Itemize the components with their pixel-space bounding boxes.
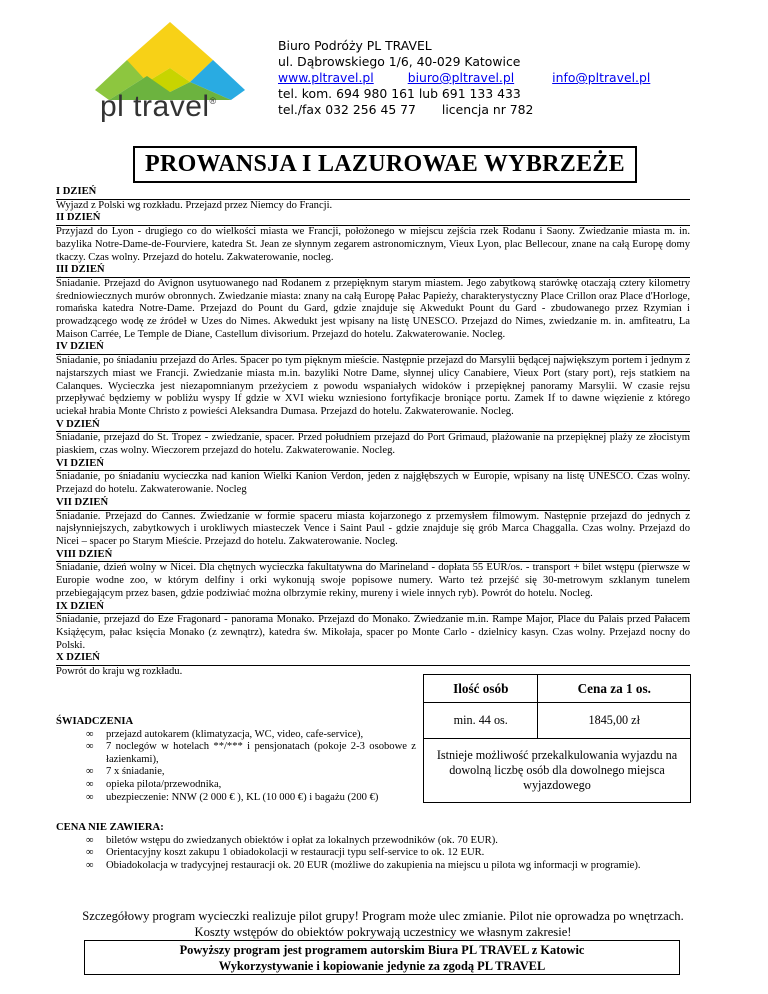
day-section	[56, 497, 690, 549]
day-section	[56, 212, 690, 264]
day-section	[56, 419, 690, 458]
day-section	[56, 264, 690, 341]
day-section	[56, 186, 690, 212]
day-text: Śniadanie. Przejazd do Avignon usytuowanego nad Rodanem z przepięknym starym miastem. Jego zabytkową starówkę otaczają cztery kilometry średniowiecznych murów obronnych. Zwiedzanie miasta: znany na całą Europę Pałac Papieży, charakterystyczny Place Crillon oraz Place d'Horloge, romańska katedra Notre-Dame. Przejazd do Pount du Gard, gdzie znajduje się Akwedukt Pount du Gard - zbudowanego przez Rzymian i prowadzącego wodę ze źródeł w Uzes do Nimes. Akwedukt jest wpisany na listę UNESCO. Przejazd do Nimes, zwiedzanie m. in. amfiteatru, La Maison Carrée, Le Temple de Diane, Castellum divisorium. Przejazd do hotelu. Zakwaterowanie. Nocleg.	[56, 277, 690, 340]
services-section	[56, 716, 416, 804]
list-item: ∞ przejazd autokarem (klimatyzacja, WC, video, cafe-service),	[86, 728, 364, 740]
day-text: Śniadanie. Przejazd do Cannes. Zwiedzanie w formie spaceru miasta kojarzonego z przemysłem filmowym. Następnie przejazd do jednych z najsłynniejszych, zabytkowych i urokliwych miasteczek Vence i Saint Paul - gdzie znajduje się grób Marca Chaggalla. Czas wolny. Przejazd do Nicei – spacer po Starym Mieście. Przejazd do hotelu. Zakwaterowanie. Nocleg.	[56, 510, 690, 547]
page-title: PROWANSJA I LAZUROWAE WYBRZEŻE	[145, 151, 625, 177]
disclaimer-line-2: Koszty wstępów do obiektów pokrywają uczestnicy we własnym zakresie!	[194, 925, 572, 939]
disclaimer-line-1: Szczegółowy program wycieczki realizuje pilot grupy! Program może ulec zmianie. Pilot nie oprowadza po wnętrzach.	[82, 909, 684, 923]
phone-numbers: tel. kom. 694 980 161 lub 691 133 433	[278, 86, 521, 101]
excluded-section	[56, 822, 690, 872]
copyright-box	[84, 940, 680, 975]
bullet-icon: ∞	[86, 791, 94, 803]
day-text: Przyjazd do Lyon - drugiego co do wielkości miasta we Francji, położonego w miejscu zejścia rzek Rodanu i Saony. Zwiedzanie miasta m. in. bazylika Notre-Dame-de-Fourviere, katedra St. Jean ze słynnym zegarem astronomicznym, Vieux Lyon, plac Bellecour, znane na całą Europę domy tkaczy. Czas wolny. Przejazd do hotelu. Zakwaterowanie, nocleg.	[56, 226, 690, 263]
fax-number: tel./fax 032 256 45 77	[278, 102, 416, 117]
day-title: VII DZIEŃ	[56, 497, 690, 511]
website-link[interactable]: www.pltravel.pl	[278, 70, 374, 85]
day-text: Śniadanie, przejazd do Eze Fragonard - panorama Monako. Przejazd do Monako. Zwiedzanie m.in. Rampe Major, Place du Palais przed Pałacem Książęcym, pałac księcia Monako (z zewnątrz), katedra św. Mikołaja, spacer po Monte Carlo - dzielnicy kasyn. Czas wolny. Przejazd nocny do Polski.	[56, 614, 690, 651]
day-section	[56, 601, 690, 653]
services-heading: ŚWIADCZENIA	[56, 716, 134, 727]
title-box	[133, 146, 637, 183]
page-header	[0, 0, 768, 140]
people-count: min. 44 os.	[424, 703, 538, 739]
bullet-icon: ∞	[86, 847, 94, 859]
day-title: V DZIEŃ	[56, 419, 690, 433]
logo-wordmark: pl travel®	[100, 90, 217, 123]
list-item: ∞ Orientacyjny koszt zakupu 1 obiadokolacji w restauracji typu self-service to ok. 12 EUR.	[86, 847, 485, 859]
copyright-line-2: Wykorzystywanie i kopiowanie jedynie za zgodą PL TRAVEL	[218, 959, 546, 973]
day-title: I DZIEŃ	[56, 186, 690, 200]
web-contacts	[278, 70, 650, 86]
day-title: IX DZIEŃ	[56, 601, 690, 615]
price-header: Cena za 1 os.	[538, 675, 691, 703]
day-title: X DZIEŃ	[56, 652, 690, 666]
table-header-row	[424, 675, 691, 703]
price-table	[423, 674, 691, 803]
table-note-row	[424, 739, 691, 803]
day-section	[56, 458, 690, 497]
email-biuro-link[interactable]: biuro@pltravel.pl	[407, 70, 515, 85]
day-section	[56, 341, 690, 418]
email-info-link[interactable]: info@pltravel.pl	[552, 70, 651, 85]
day-title: IV DZIEŃ	[56, 341, 690, 355]
day-title: VI DZIEŃ	[56, 458, 690, 472]
table-row	[424, 703, 691, 739]
day-section	[56, 549, 690, 601]
day-text: Śniadanie, po śniadaniu przejazd do Arles. Spacer po tym pięknym mieście. Następnie przejazd do Marsylii będącej największym portem i jednym z najstarszych miast we Francji. Zwiedzanie miasta m.in. bazyliki Notre Dame, słynnej ulicy Canabiere, Vieux Port (stary port), rejs statkiem na Calanques. Wycieczka jest niezapomnianym przeżyciem z powodu wspaniałych widoków i przepięknej panoramy Marsylii. W czasie rejsu przepływać będziemy w pobliżu wyspy If gdzie w XVI wieku wzniesiono fortyfikacje broniące portu. Zamek If to dawne więzienie z którego uciekał hrabia Monte Christo z powieści Aleksandra Dumasa. Przejazd do hotelu. Zakwaterowanie. Nocleg.	[56, 355, 690, 417]
company-name: Biuro Podróży PL TRAVEL	[278, 38, 432, 53]
day-text: Powrót do kraju wg rozkładu.	[56, 666, 183, 678]
day-text: Wyjazd z Polski wg rozkładu. Przejazd przez Niemcy do Francji.	[56, 199, 333, 211]
day-title: III DZIEŃ	[56, 264, 690, 278]
fax-license	[278, 102, 650, 118]
day-text: Śniadanie, dzień wolny w Nicei. Dla chętnych wycieczka fakultatywna do Marineland - dopłata 55 EUR/os. - transport + bilet wstępu (pierwsze w Europie wodne zoo, w którym delfiny i orki wykonują swoje popisowe numery. Warto też przejść się 30-metrowym szklanym tunelem przebiegającym przez basen, gdzie podziwiać można olbrzymie rekiny, mureny i wiele innych ryb). Powrót do hotelu. Nocleg.	[56, 562, 690, 599]
copyright-line-1: Powyższy program jest programem autorskim Biura PL TRAVEL z Katowic	[179, 943, 585, 957]
day-title: II DZIEŃ	[56, 212, 690, 226]
list-item: ∞ 7 noclegów w hotelach **/*** i pensjonatach (pokoje 2-3 osobowe z łazienkami),	[86, 741, 416, 765]
price-value: 1845,00 zł	[538, 703, 691, 739]
bullet-icon: ∞	[86, 766, 94, 778]
people-header: Ilość osób	[424, 675, 538, 703]
itinerary	[56, 186, 690, 679]
day-text: Śniadanie, po śniadaniu wycieczka nad kanion Wielki Kanion Verdon, jeden z najgłębszych w Europie, wpisany na listę UNESCO. Czas wolny. Przejazd do hotelu. Zakwaterowanie. Nocleg	[56, 471, 690, 496]
list-item: ∞ Obiadokolacja w tradycyjnej restauracji ok. 20 EUR (możliwe do zakupienia na miejscu u pilota wg informacji w programie).	[86, 859, 641, 871]
bullet-icon: ∞	[86, 728, 94, 740]
bullet-icon: ∞	[86, 778, 94, 790]
excluded-heading: CENA NIE ZAWIERA:	[56, 822, 164, 833]
price-note: Istnieje możliwość przekalkulowania wyjazdu na dowolną liczbę osób dla dowolnego miejsca wyjazdowego	[424, 739, 691, 803]
list-item: ∞ opieka pilota/przewodnika,	[86, 778, 222, 790]
excluded-list	[56, 835, 690, 873]
day-title: VIII DZIEŃ	[56, 549, 690, 563]
list-item: ∞ ubezpieczenie: NNW (2 000 € ), KL (10 000 €) i bagażu (200 €)	[86, 791, 379, 803]
disclaimer	[56, 908, 710, 940]
list-item: ∞ 7 x śniadanie,	[86, 766, 165, 778]
bullet-icon: ∞	[86, 859, 94, 871]
services-list	[56, 729, 416, 805]
list-item: ∞ biletów wstępu do zwiedzanych obiektów i opłat za lokalnych przewodników (ok. 70 EUR).	[86, 834, 498, 846]
bullet-icon: ∞	[86, 834, 94, 846]
day-text: Śniadanie, przejazd do St. Tropez - zwiedzanie, spacer. Przed południem przejazd do Port Grimaud, plażowanie na przepięknej plaży ze złocistym piaskiem, czas wolny. Wieczorem przejazd do hotelu. Zakwaterowanie. Nocleg.	[56, 432, 690, 457]
license-number: licencja nr 782	[441, 102, 534, 117]
contact-block	[278, 38, 650, 118]
company-address: ul. Dąbrowskiego 1/6, 40-029 Katowice	[278, 54, 521, 69]
bullet-icon: ∞	[86, 741, 94, 753]
